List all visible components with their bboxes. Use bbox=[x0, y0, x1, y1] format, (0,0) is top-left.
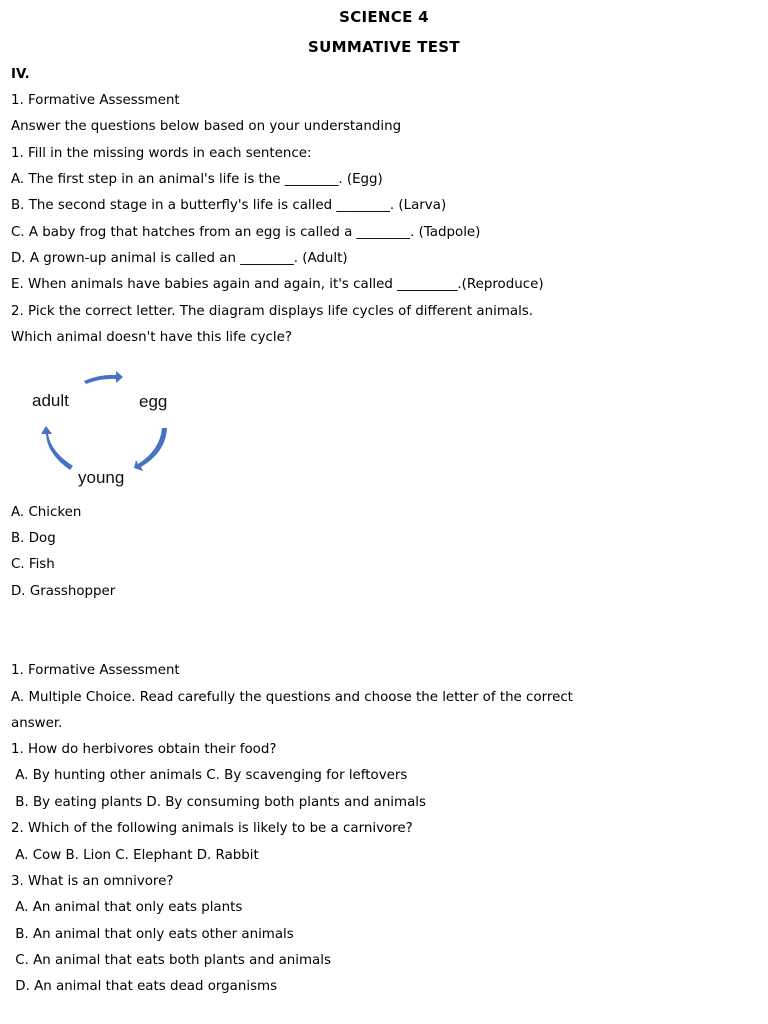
mc-question-2: 2. Which of the following animals is likely to be a carnivore? bbox=[11, 821, 413, 836]
section-number: IV. bbox=[11, 67, 30, 82]
arrow-young-to-adult bbox=[41, 426, 73, 470]
part2-heading: 1. Formative Assessment bbox=[11, 663, 180, 678]
life-cycle-diagram bbox=[24, 362, 184, 492]
part2-instruction-cont: answer. bbox=[11, 716, 63, 731]
question-2-prompt: 2. Pick the correct letter. The diagram displays life cycles of different animals. bbox=[11, 304, 534, 319]
question-2-prompt-cont: Which animal doesn't have this life cycle? bbox=[11, 330, 292, 345]
arrow-egg-to-young bbox=[134, 428, 167, 471]
question-1-item-c: C. A baby frog that hatches from an egg is called a ________. (Tadpole) bbox=[11, 225, 481, 240]
question-1-item-d: D. A grown-up animal is called an ________. (Adult) bbox=[11, 251, 348, 266]
question-1-item-b: B. The second stage in a butterfly's life is called ________. (Larva) bbox=[11, 198, 447, 213]
question-2-option-c: C. Fish bbox=[11, 557, 55, 572]
mc-question-1-options-row2: B. By eating plants D. By consuming both plants and animals bbox=[11, 795, 426, 810]
arrow-adult-to-egg bbox=[84, 371, 123, 384]
mc-question-1: 1. How do herbivores obtain their food? bbox=[11, 742, 277, 757]
question-1-item-a: A. The first step in an animal's life is the ________. (Egg) bbox=[11, 172, 383, 187]
label-adult: adult bbox=[32, 391, 69, 410]
question-2-option-d: D. Grasshopper bbox=[11, 584, 116, 599]
part2-instruction: A. Multiple Choice. Read carefully the questions and choose the letter of the correct bbox=[11, 690, 573, 705]
part1-instruction: Answer the questions below based on your understanding bbox=[11, 119, 402, 134]
mc-question-2-options: A. Cow B. Lion C. Elephant D. Rabbit bbox=[11, 848, 259, 863]
question-1-prompt: 1. Fill in the missing words in each sentence: bbox=[11, 146, 312, 161]
mc-question-1-options-row1: A. By hunting other animals C. By scavenging for leftovers bbox=[11, 768, 408, 783]
question-2-option-a: A. Chicken bbox=[11, 505, 82, 520]
mc-question-3-option-a: A. An animal that only eats plants bbox=[11, 900, 243, 915]
part1-heading: 1. Formative Assessment bbox=[11, 93, 180, 108]
label-young: young bbox=[78, 468, 125, 487]
mc-question-3: 3. What is an omnivore? bbox=[11, 874, 174, 889]
label-egg: egg bbox=[139, 392, 168, 411]
mc-question-3-option-d: D. An animal that eats dead organisms bbox=[11, 979, 278, 994]
mc-question-3-option-c: C. An animal that eats both plants and animals bbox=[11, 953, 331, 968]
mc-question-3-option-b: B. An animal that only eats other animals bbox=[11, 927, 294, 942]
page-title: SCIENCE 4 bbox=[339, 8, 429, 26]
page-subtitle: SUMMATIVE TEST bbox=[308, 38, 460, 56]
question-1-item-e: E. When animals have babies again and again, it's called _________.(Reproduce) bbox=[11, 277, 544, 292]
question-2-option-b: B. Dog bbox=[11, 531, 56, 546]
